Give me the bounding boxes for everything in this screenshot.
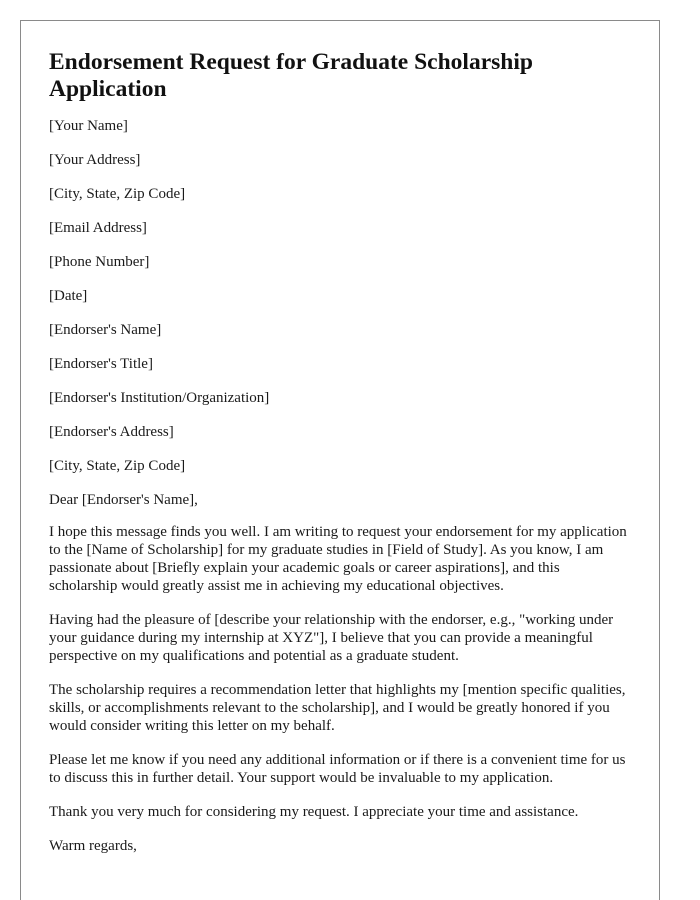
body-paragraph: I hope this message finds you well. I am writing to request your endorsement for my application to the [Name of Scholarship] for my graduate studies in [Field of Study]. As you know, I am passionate about [Briefly explain your academic goals or career aspirations], and this scholarship would greatly assist me in achieving my educational objectives. bbox=[49, 524, 627, 594]
body-paragraph: Thank you very much for considering my request. I appreciate your time and assistance. bbox=[49, 804, 579, 820]
salutation: Dear [Endorser's Name], bbox=[49, 492, 198, 508]
closing: Warm regards, bbox=[49, 838, 137, 854]
recipient-title: [Endorser's Title] bbox=[49, 356, 153, 372]
letter-title: Endorsement Request for Graduate Scholarship Application bbox=[49, 49, 533, 102]
recipient-institution: [Endorser's Institution/Organization] bbox=[49, 390, 270, 406]
sender-email: [Email Address] bbox=[49, 220, 147, 236]
body-paragraph: Having had the pleasure of [describe your relationship with the endorser, e.g., "working under your guidance during my internship at XYZ"], I believe that you can provide a meaningful perspective on my qualifications and potential as a graduate student. bbox=[49, 612, 614, 664]
recipient-name: [Endorser's Name] bbox=[49, 322, 162, 338]
sender-name: [Your Name] bbox=[49, 118, 128, 134]
sender-city-state-zip: [City, State, Zip Code] bbox=[49, 186, 186, 202]
letter-date: [Date] bbox=[49, 288, 88, 304]
sender-address: [Your Address] bbox=[49, 152, 141, 168]
body-paragraph: Please let me know if you need any additional information or if there is a convenient time for us to discuss this in further detail. Your support would be invaluable to my application. bbox=[49, 752, 626, 786]
body-paragraph: The scholarship requires a recommendation letter that highlights my [mention specific qualities, skills, or accomplishments relevant to the scholarship], and I would be greatly honored if you would consider writing this letter on my behalf. bbox=[49, 682, 626, 734]
letter-page bbox=[20, 20, 660, 900]
sender-phone: [Phone Number] bbox=[49, 254, 150, 270]
recipient-city-state-zip: [City, State, Zip Code] bbox=[49, 458, 186, 474]
recipient-address: [Endorser's Address] bbox=[49, 424, 174, 440]
